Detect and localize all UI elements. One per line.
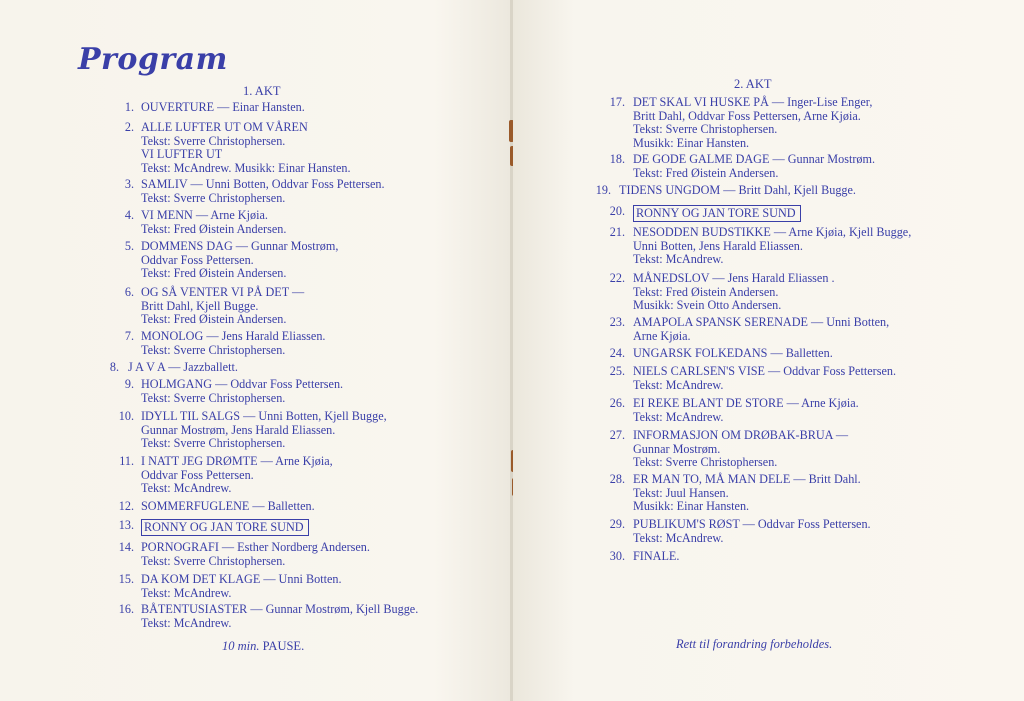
item-title: AMAPOLA SPANSK SERENADE — Unni Botten, bbox=[633, 315, 890, 329]
item-title: PUBLIKUM'S RØST — Oddvar Foss Pettersen. bbox=[633, 517, 871, 531]
item-number: 16. bbox=[118, 602, 134, 616]
item-credit: Tekst: McAndrew. bbox=[633, 530, 724, 545]
item-credit: Britt Dahl, Kjell Bugge. bbox=[141, 298, 259, 313]
item-credit: Tekst: McAndrew. bbox=[141, 481, 232, 496]
item-number: 21. bbox=[609, 225, 625, 239]
item-credit: Tekst: Fred Øistein Andersen. bbox=[141, 221, 287, 236]
item-number: 11. bbox=[119, 454, 134, 468]
item-credit: Musikk: Einar Hansten. bbox=[633, 499, 750, 514]
item-number: 20. bbox=[609, 204, 625, 218]
item-credit: VI LUFTER UT bbox=[141, 147, 223, 162]
item-number: 1. bbox=[124, 100, 134, 114]
act-1-heading: 1. AKT bbox=[243, 84, 281, 98]
item-number: 18. bbox=[609, 152, 625, 166]
item-number: 24. bbox=[609, 346, 625, 360]
item-credit: Tekst: Sverre Christophersen. bbox=[141, 133, 286, 148]
act-2-heading: 2. AKT bbox=[734, 77, 772, 91]
item-number: 10. bbox=[118, 409, 134, 423]
item-credit: Tekst: Fred Øistein Andersen. bbox=[141, 312, 287, 327]
item-title: MONOLOG — Jens Harald Eliassen. bbox=[141, 329, 326, 343]
item-title: SAMLIV — Unni Botten, Oddvar Foss Pettersen. bbox=[141, 177, 385, 191]
item-credit: Tekst: Fred Øistein Andersen. bbox=[141, 266, 287, 281]
pause-duration: 10 min. bbox=[222, 639, 260, 653]
item-number: 28. bbox=[609, 472, 625, 486]
item-number: 9. bbox=[124, 377, 134, 391]
reservation-note: Rett til forandring forbeholdes. bbox=[676, 637, 833, 651]
item-credit: Gunnar Mostrøm. bbox=[633, 441, 721, 456]
item-credit: Oddvar Foss Pettersen. bbox=[141, 252, 254, 267]
item-credit: Tekst: Fred Øistein Andersen. bbox=[633, 284, 779, 299]
item-credit: Musikk: Einar Hansten. bbox=[633, 135, 750, 150]
item-title: INFORMASJON OM DRØBAK-BRUA — bbox=[633, 428, 849, 442]
item-credit: Tekst: McAndrew. bbox=[633, 409, 724, 424]
item-title: FINALE. bbox=[633, 549, 680, 563]
item-credit: Tekst: Fred Øistein Andersen. bbox=[633, 165, 779, 180]
item-title: I NATT JEG DRØMTE — Arne Kjøia, bbox=[141, 454, 333, 468]
item-credit: Tekst: Sverre Christophersen. bbox=[633, 455, 778, 470]
item-credit: Tekst: Sverre Christophersen. bbox=[141, 390, 286, 405]
pause-note bbox=[222, 639, 304, 654]
item-number: 29. bbox=[609, 517, 625, 531]
item-credit: Gunnar Mostrøm, Jens Harald Eliassen. bbox=[141, 422, 336, 437]
item-credit: Tekst: Sverre Christophersen. bbox=[141, 553, 286, 568]
item-number: 25. bbox=[609, 364, 625, 378]
item-credit: Britt Dahl, Oddvar Foss Pettersen, Arne Kjøia. bbox=[633, 108, 861, 123]
item-number: 17. bbox=[609, 95, 625, 109]
item-credit: Unni Botten, Jens Harald Eliassen. bbox=[633, 238, 803, 253]
item-credit: Tekst: McAndrew. bbox=[141, 615, 232, 630]
item-title: RONNY OG JAN TORE SUND bbox=[141, 519, 309, 536]
item-credit: Arne Kjøia. bbox=[633, 328, 691, 343]
item-credit: Tekst: Sverre Christophersen. bbox=[141, 342, 286, 357]
item-number: 22. bbox=[609, 271, 625, 285]
pause-label: PAUSE. bbox=[262, 639, 305, 653]
item-title: ALLE LUFTER UT OM VÅREN bbox=[141, 120, 308, 134]
item-title: DA KOM DET KLAGE — Unni Botten. bbox=[141, 572, 342, 586]
item-title: RONNY OG JAN TORE SUND bbox=[633, 205, 801, 222]
item-title: OG SÅ VENTER VI PÅ DET — bbox=[141, 285, 305, 299]
item-title: IDYLL TIL SALGS — Unni Botten, Kjell Bugge, bbox=[141, 409, 387, 423]
item-title: DOMMENS DAG — Gunnar Mostrøm, bbox=[141, 239, 339, 253]
item-credit: Tekst: Juul Hansen. bbox=[633, 485, 729, 500]
item-title: ER MAN TO, MÅ MAN DELE — Britt Dahl. bbox=[633, 472, 861, 486]
item-credit: Tekst: Sverre Christophersen. bbox=[141, 190, 286, 205]
item-title: MÅNEDSLOV — Jens Harald Eliassen . bbox=[633, 271, 835, 285]
program-title: Program bbox=[78, 42, 228, 77]
item-credit: Tekst: McAndrew. bbox=[633, 252, 724, 267]
item-title: EI REKE BLANT DE STORE — Arne Kjøia. bbox=[633, 396, 859, 410]
item-credit: Oddvar Foss Pettersen. bbox=[141, 467, 254, 482]
item-number: 26. bbox=[609, 396, 625, 410]
item-number: 5. bbox=[124, 239, 134, 253]
item-title: TIDENS UNGDOM — Britt Dahl, Kjell Bugge. bbox=[619, 183, 856, 197]
item-title: J A V A — Jazzballett. bbox=[128, 360, 238, 374]
item-title: DET SKAL VI HUSKE PÅ — Inger-Lise Enger, bbox=[633, 95, 873, 109]
item-credit: Tekst: McAndrew. Musikk: Einar Hansten. bbox=[141, 160, 351, 175]
item-credit: Tekst: Sverre Christophersen. bbox=[633, 122, 778, 137]
item-title: NIELS CARLSEN'S VISE — Oddvar Foss Pettersen. bbox=[633, 364, 896, 378]
item-number: 30. bbox=[609, 549, 625, 563]
item-number: 15. bbox=[118, 572, 134, 586]
item-number: 3. bbox=[124, 177, 134, 191]
item-number: 4. bbox=[124, 208, 134, 222]
item-title: NESODDEN BUDSTIKKE — Arne Kjøia, Kjell Bugge, bbox=[633, 225, 912, 239]
item-number: 7. bbox=[124, 329, 134, 343]
item-title: OUVERTURE — Einar Hansten. bbox=[141, 100, 305, 114]
item-number: 13. bbox=[118, 518, 134, 532]
item-number: 27. bbox=[609, 428, 625, 442]
right-page bbox=[513, 0, 1024, 701]
item-number: 12. bbox=[118, 499, 134, 513]
item-credit: Tekst: McAndrew. bbox=[141, 585, 232, 600]
item-number: 2. bbox=[124, 120, 134, 134]
item-title: HOLMGANG — Oddvar Foss Pettersen. bbox=[141, 377, 344, 391]
item-title: PORNOGRAFI — Esther Nordberg Andersen. bbox=[141, 540, 370, 554]
item-title: DE GODE GALME DAGE — Gunnar Mostrøm. bbox=[633, 152, 876, 166]
item-number: 6. bbox=[124, 285, 134, 299]
item-credit: Tekst: McAndrew. bbox=[633, 377, 724, 392]
item-credit: Tekst: Sverre Christophersen. bbox=[141, 436, 286, 451]
item-number: 8. bbox=[109, 360, 119, 374]
item-title: SOMMERFUGLENE — Balletten. bbox=[141, 499, 315, 513]
item-title: VI MENN — Arne Kjøia. bbox=[141, 208, 268, 222]
item-number: 23. bbox=[609, 315, 625, 329]
item-number: 14. bbox=[118, 540, 134, 554]
left-page bbox=[0, 0, 511, 701]
item-credit: Musikk: Svein Otto Andersen. bbox=[633, 298, 782, 313]
item-title: BÅTENTUSIASTER — Gunnar Mostrøm, Kjell Bugge. bbox=[141, 602, 419, 616]
item-number: 19. bbox=[595, 183, 611, 197]
item-title: UNGARSK FOLKEDANS — Balletten. bbox=[633, 346, 833, 360]
